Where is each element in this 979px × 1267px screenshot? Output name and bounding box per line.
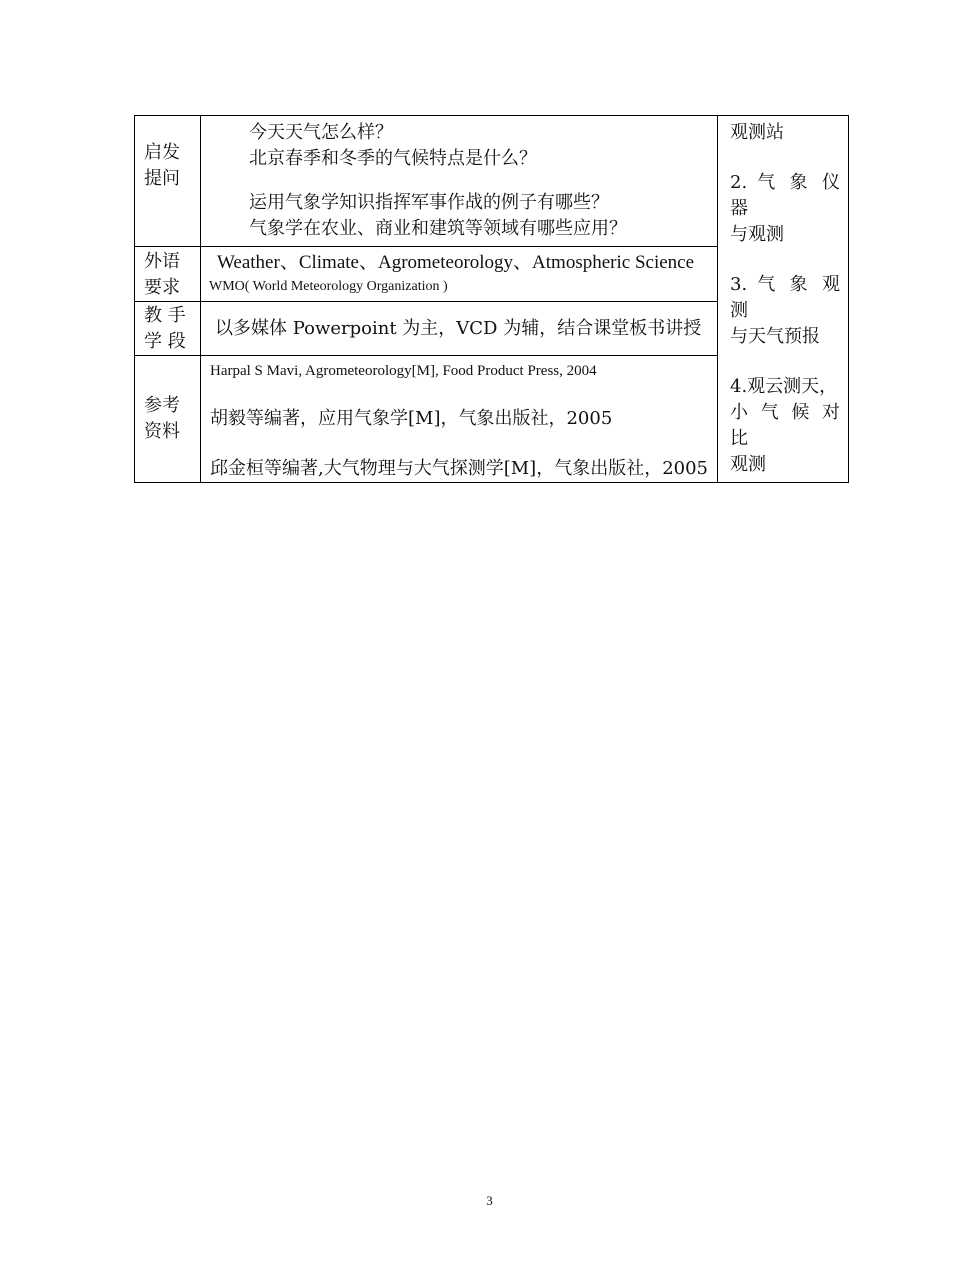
question-3: 运用气象学知识指挥军事作战的例子有哪些？ — [249, 192, 609, 213]
language-label — [135, 247, 201, 302]
language-org: WMO( World Meteorology Organization ) — [209, 279, 448, 294]
references-list — [201, 356, 718, 483]
side-item-2-line2: 与天气预报 — [730, 326, 820, 347]
language-label-line2: 要求 — [144, 277, 180, 298]
teaching-label — [135, 302, 201, 356]
reference-1: Harpal S Mavi, Agrometeorology[M], Food Product Press, 2004 — [210, 363, 597, 379]
reference-3: 邱金桓等编著,大气物理与大气探测学[M]，气象出版社，2005 — [210, 458, 709, 479]
teaching-label-line2: 学 段 — [144, 330, 186, 352]
reference-2: 胡毅等编著，应用气象学[M]，气象出版社，2005 — [210, 408, 613, 429]
language-label-line1: 外语 — [144, 251, 180, 272]
language-terms: Weather、Climate、Agrometeorology、Atmospheric Science — [217, 252, 695, 273]
side-item-3-line2: 小 气 候 对 比 — [730, 402, 840, 449]
teaching-label-line1: 教 手 — [144, 304, 186, 326]
side-item-1-line1: 2. 气 象 仪 器 — [730, 172, 840, 219]
side-item-1-line2: 与观测 — [730, 224, 784, 245]
teaching-method: 以多媒体 Powerpoint 为主，VCD 为辅，结合课堂板书讲授 — [201, 302, 718, 356]
side-item-3-line1: 4.观云测天， — [730, 376, 838, 397]
inspire-label-line2: 提问 — [144, 168, 180, 189]
inspire-label — [135, 116, 201, 247]
course-info-table — [134, 115, 849, 483]
references-label-line1: 参考 — [144, 395, 180, 416]
question-2: 北京春季和冬季的气候特点是什么？ — [249, 148, 537, 169]
side-item-0: 观测站 — [730, 122, 784, 143]
references-label — [135, 356, 201, 483]
inspire-row — [135, 116, 849, 247]
side-item-3-line3: 观测 — [730, 454, 766, 475]
inspire-label-line1: 启发 — [144, 142, 180, 163]
references-label-line2: 资料 — [144, 421, 180, 442]
page-number: 3 — [486, 1193, 493, 1208]
question-4: 气象学在农业、商业和建筑等领域有哪些应用？ — [249, 218, 627, 239]
side-column — [718, 116, 849, 483]
inspire-questions — [201, 116, 718, 247]
question-1: 今天天气怎么样？ — [249, 122, 393, 143]
language-requirements — [201, 247, 718, 302]
side-item-2-line1: 3. 气 象 观 测 — [730, 274, 840, 321]
